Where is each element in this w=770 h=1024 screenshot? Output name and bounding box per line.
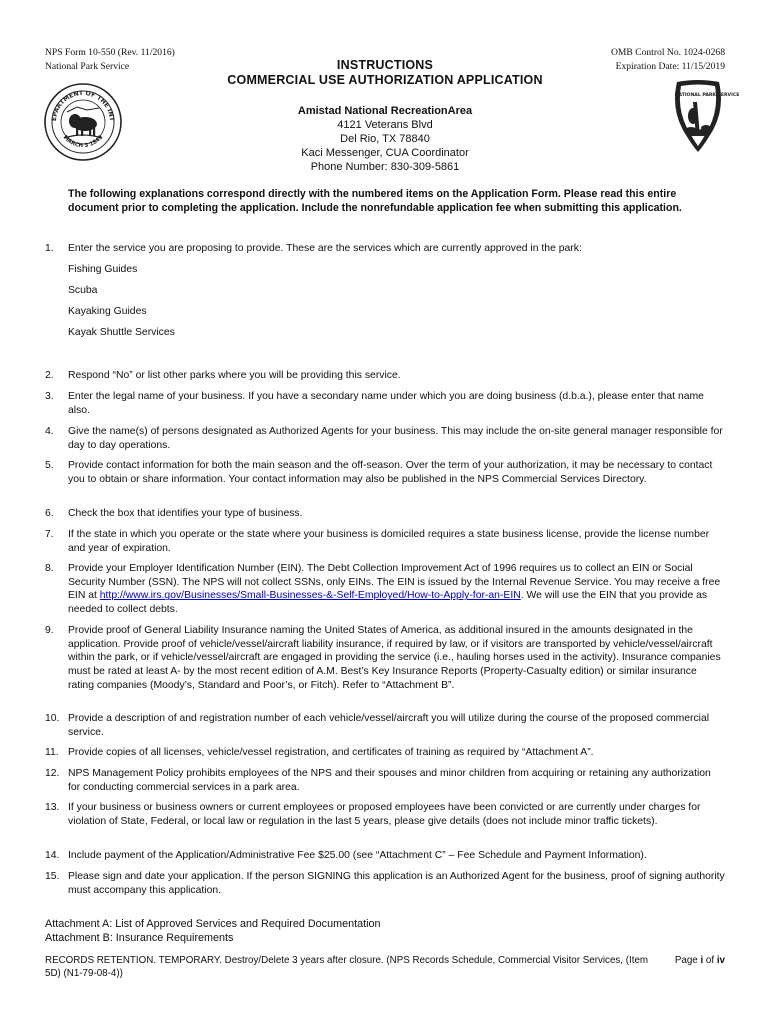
attachment-b: Attachment B: Insurance Requirements xyxy=(45,932,234,944)
title-application: COMMERCIAL USE AUTHORIZATION APPLICATION xyxy=(227,73,543,87)
page-number: Page i of iv xyxy=(674,955,725,966)
records-retention: RECORDS RETENTION. TEMPORARY. Destroy/Delete 3 years after closure. (NPS Records Schedule, Commercial Visitor Services, (Item 5D) (N1-79-08-4)) xyxy=(45,955,649,979)
list-item: 15. Please sign and date your application. If the person SIGNING this application is an Authorized Agent for the business, proof of signing authority must accompany this application. xyxy=(45,871,725,896)
service-item: Fishing Guides xyxy=(68,264,138,275)
list-item: 2. Respond “No” or list other parks where you will be providing this service. xyxy=(45,370,401,381)
list-item: 5. Provide contact information for both the main season and the off-season. Over the term of your authorization, it may be necessary to contact you to obtain or share information. Your contact information may also be published in the NPS Commercial Services Directory. xyxy=(45,460,713,485)
list-item: 13. If your business or business owners or current employees or proposed employees have been convicted or are currently under charges for violation of State, Federal, or local law or regulation in the last 5 years, please give details (does not include minor traffic tickets). xyxy=(45,802,701,827)
list-item: 12. NPS Management Policy prohibits employees of the NPS and their spouses and minor children from acquiring or retaining any authorization for conducting commercial services in a park area. xyxy=(45,768,711,793)
list-item: 3. Enter the legal name of your business. If you have a secondary name under which you are doing business (d.b.a.), please enter that name also. xyxy=(45,391,704,416)
expiration-date: Expiration Date: 11/15/2019 xyxy=(615,61,725,72)
list-item: 10. Provide a description of and registration number of each vehicle/vessel/aircraft you will utilize during the course of the proposed commercial service. xyxy=(45,713,710,738)
list-item: 8. Provide your Employer Identification Number (EIN). The Debt Collection Improvement Act of 1996 requires us to collect an EIN or Social Security Number (SSN). The NPS will not collect SSNs, only EINs. The EIN is issued by the Internal Revenue Service. You may receive a free EIN at http://www.irs.gov/Businesses/Small-Businesses-&-Self-Employed/How-to-Apply-for-an-EIN. We will use the EIN that you provide as needed to collect debts. xyxy=(45,563,721,616)
list-item: 9. Provide proof of General Liability Insurance naming the United States of America, as additional insured in the amounts designated in the application. Provide proof of vehicle/vessel/aircraft liability insurance, if required by law, or if visitors are transported by vehicle/vessel/aircraft within the park, or if vehicle/vessel/aircraft are engaged in providing the service (i.e., hauling horses used in the activity). Insurance companies must be rated at least A- by the most recent edition of A.M. Best’s Key Insurance Reports (Property-Casualty edition) or similar insurance rating companies (Moody’s, Standard and Poor’s, or Fitch). Refer to “Attachment B”. xyxy=(45,625,721,691)
park-name: Amistad National RecreationArea xyxy=(297,105,473,117)
park-info xyxy=(0,104,770,174)
list-item: 7. If the state in which you operate or the state where your business is domiciled requires a state business license, provide the license number and year of expiration. xyxy=(45,529,710,554)
list-item: 14. Include payment of the Application/Administrative Fee $25.00 (see “Attachment C” – Fee Schedule and Payment Information). xyxy=(45,850,647,861)
list-item: 4. Give the name(s) of persons designated as Authorized Agents for your business. This may include the on-site general manager responsible for day to day operations. xyxy=(45,426,723,451)
list-item: 1. Enter the service you are proposing to provide. These are the services which are currently approved in the park: xyxy=(45,243,582,254)
ein-text-after: . We will use the EIN that you provide as needed to collect debts. xyxy=(68,590,708,616)
intro-paragraph: The following explanations correspond directly with the numbered items on the Application Form. Please read this entire document prior to completing the application. Include the nonrefundable application fee when submitting this application. xyxy=(68,188,682,214)
svg-text:MARCH 3 1849: MARCH 3 1849 xyxy=(61,134,105,150)
service-item: Kayak Shuttle Services xyxy=(68,327,175,338)
ein-text-before: Provide your Employer Identification Number (EIN). The Debt Collection Improvement Act of 1996 requires us to collect an EIN or Social Security Number (SSN). The NPS will not collect SSNs, only EINs. The EIN is issued by the Internal Revenue Service. You may receive a free EIN at xyxy=(68,563,721,602)
attachment-a: Attachment A: List of Approved Services and Required Documentation xyxy=(45,918,381,930)
svg-text:NATIONAL PARK SERVICE: NATIONAL PARK SERVICE xyxy=(674,93,740,98)
omb-control-number: OMB Control No. 1024-0268 xyxy=(610,47,725,58)
title-instructions: INSTRUCTIONS xyxy=(336,58,434,72)
park-city: Del Rio, TX 78840 xyxy=(340,133,430,145)
park-contact: Kaci Messenger, CUA Coordinator xyxy=(301,147,469,159)
agency-name: National Park Service xyxy=(45,61,130,72)
list-item: 11. Provide copies of all licenses, vehicle/vessel registration, and certificates of training as required by “Attachment A”. xyxy=(45,747,594,758)
irs-ein-link[interactable]: http://www.irs.gov/Businesses/Small-Businesses-&-Self-Employed/How-to-Apply-for-an-EIN xyxy=(99,590,521,602)
park-phone: Phone Number: 830-309-5861 xyxy=(310,161,460,173)
list-item: 6. Check the box that identifies your type of business. xyxy=(45,508,303,519)
service-item: Scuba xyxy=(68,285,98,296)
page-title xyxy=(0,58,770,88)
service-item: Kayaking Guides xyxy=(68,306,147,317)
svg-text:U.S. DEPARTMENT OF THE INTERIO: EPARTMENT OF THE INT xyxy=(50,89,116,122)
form-number: NPS Form 10-550 (Rev. 11/2016) xyxy=(45,47,175,58)
park-address: 4121 Veterans Blvd xyxy=(337,119,433,131)
